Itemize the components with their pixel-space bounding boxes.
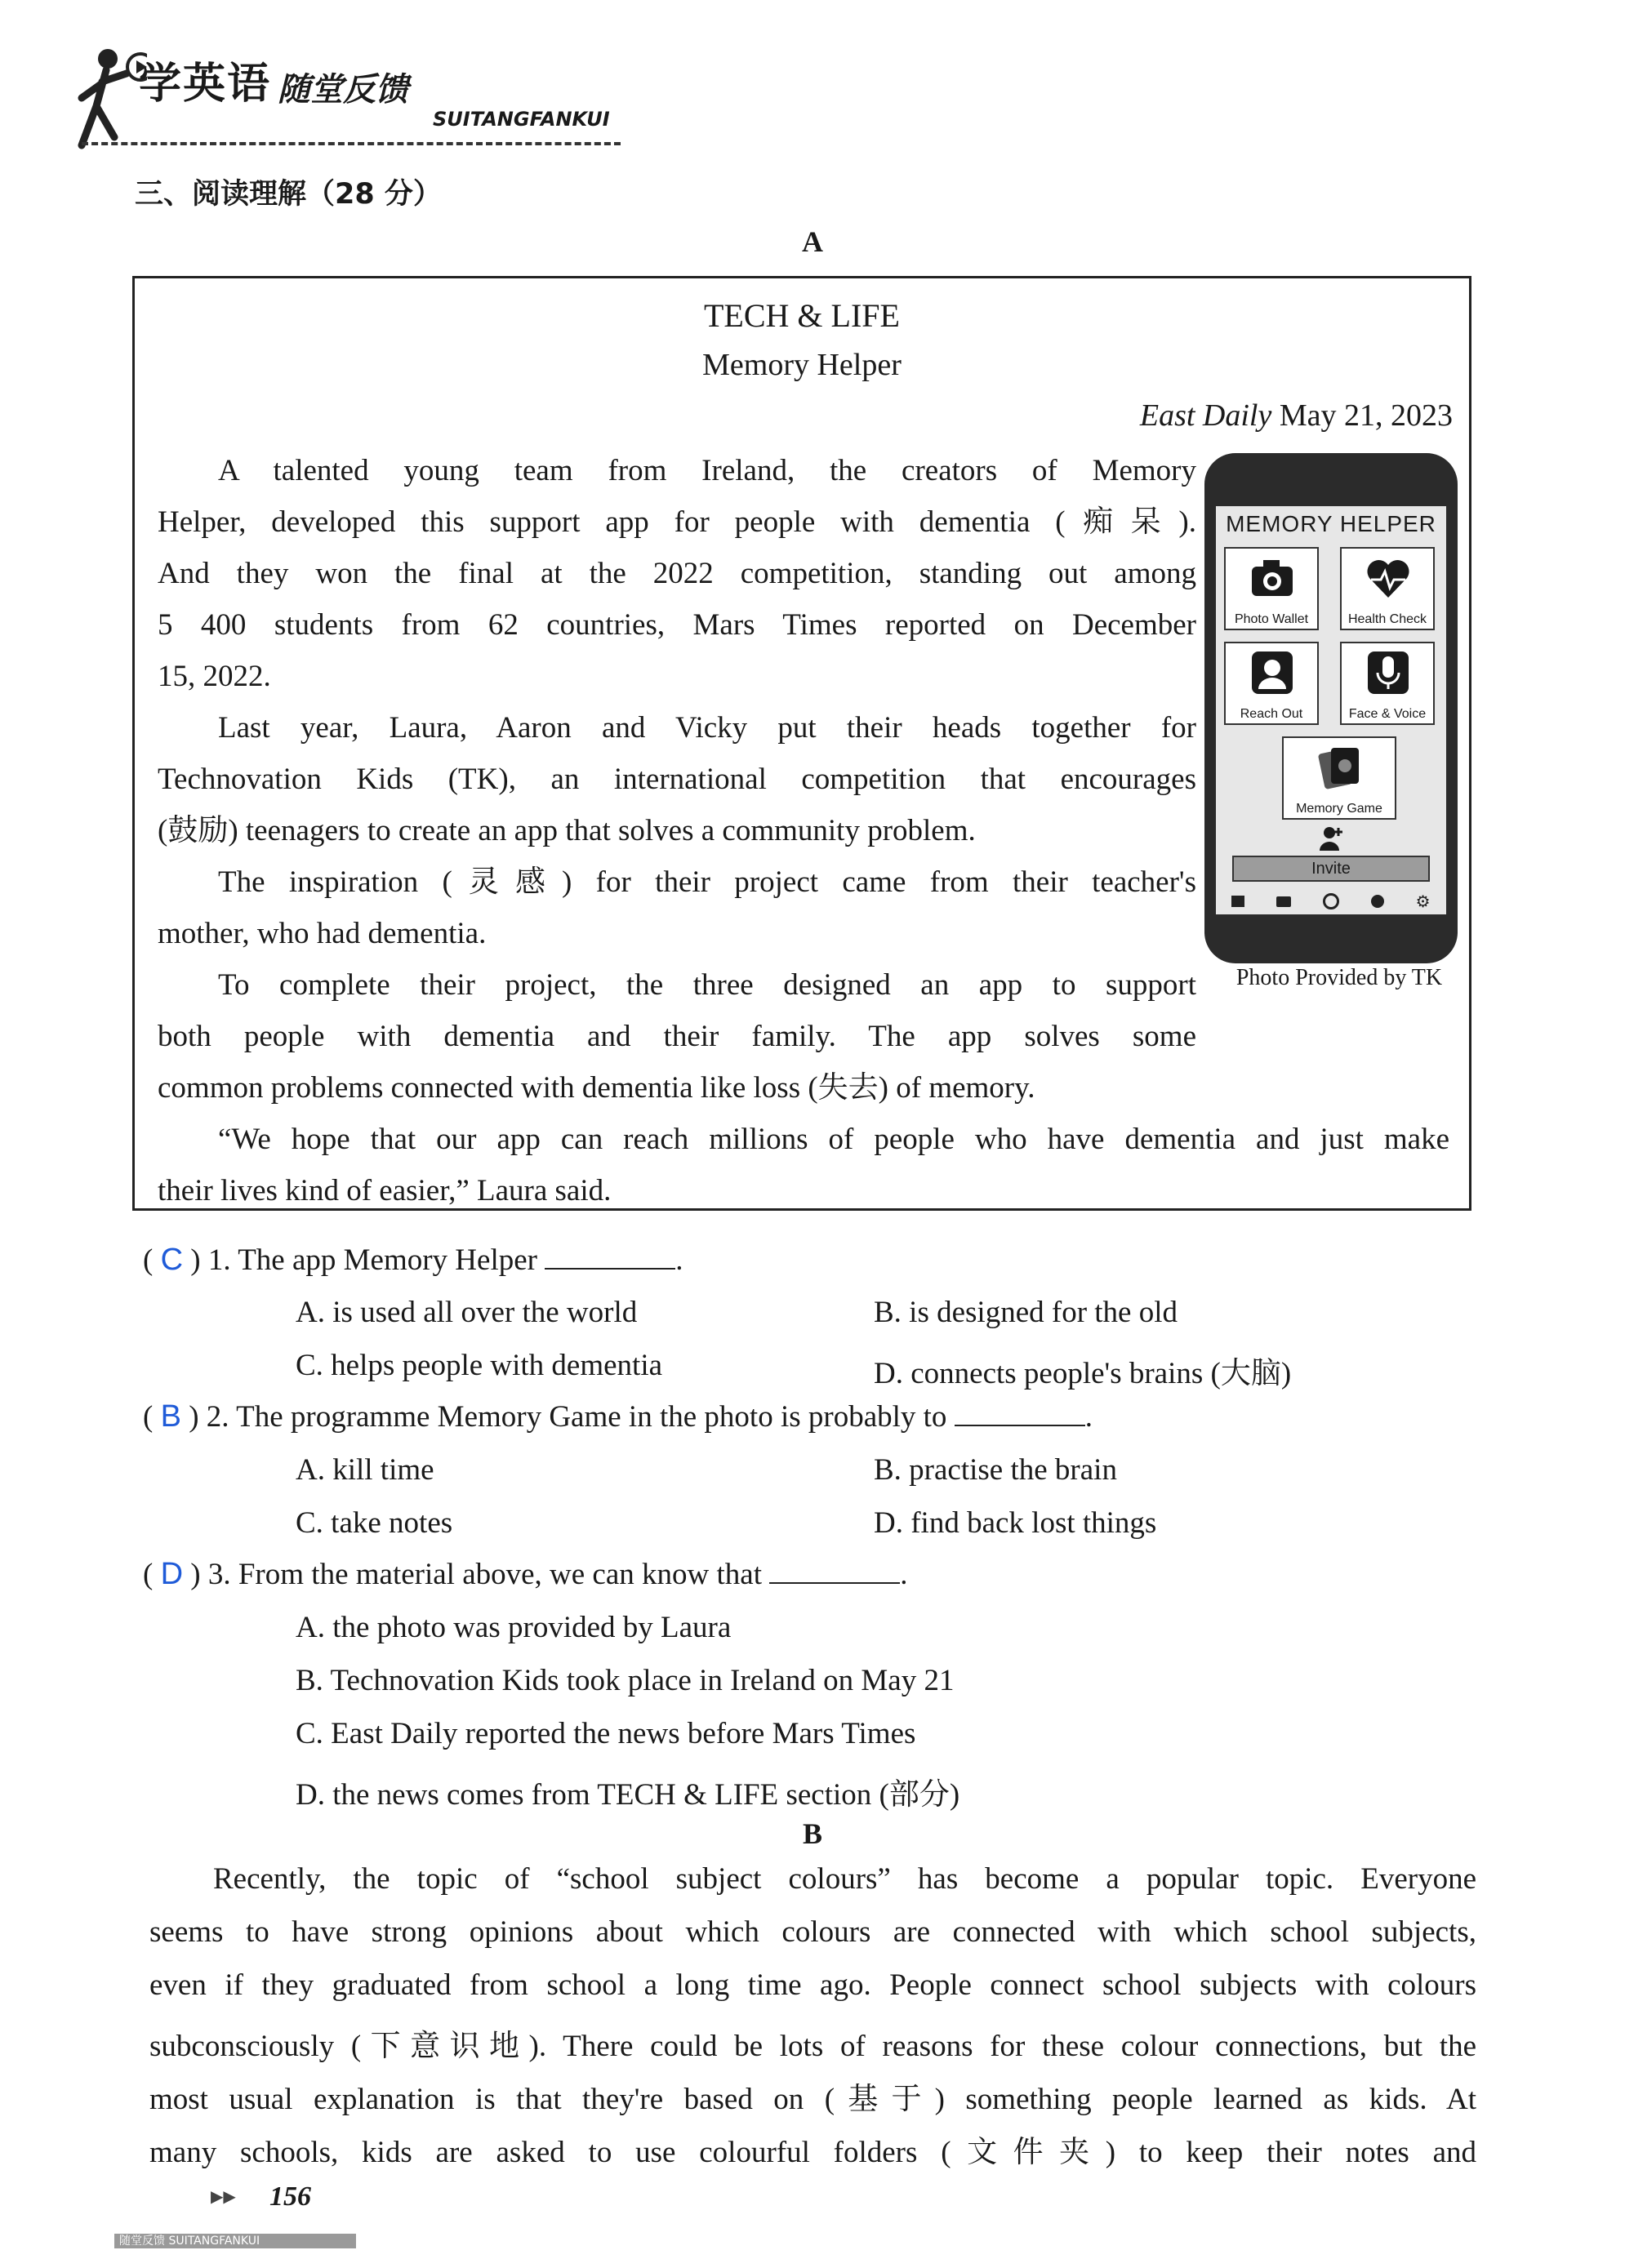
footer-bar: 随堂反馈 SUITANGFANKUI <box>114 2234 356 2248</box>
column-title: TECH & LIFE <box>704 297 900 334</box>
answer-mark: B <box>160 1399 181 1434</box>
header-dashed-line <box>82 142 621 145</box>
photo-wallet-tile <box>1224 547 1319 630</box>
text-line: 5 400 students from 62 countries, Mars Times reported on December <box>158 608 1196 642</box>
text-line: their lives kind of easier,” Laura said. <box>158 1174 612 1207</box>
text-line: “We hope that our app can reach millions of people who have dementia and just make <box>218 1123 1449 1156</box>
text-line: many schools, kids are asked to use colourful folders (文件夹) to keep their notes and <box>149 2136 1476 2169</box>
phone-screen <box>1216 506 1446 914</box>
text-line: common problems connected with dementia like loss (失去) of memory. <box>158 1071 1035 1105</box>
paragraph-5 <box>158 1114 1449 1216</box>
tile-label: Health Check <box>1347 612 1427 626</box>
source-name: East Daily <box>1139 398 1272 433</box>
passage-letter-b: B <box>802 1817 822 1850</box>
text-line: Recently, the topic of “school subject colours” has become a popular topic. Everyone <box>213 1862 1476 1896</box>
paragraph-2 <box>158 702 1196 856</box>
section-title: 三、阅读理解（28 分） <box>135 178 442 211</box>
face-voice-tile <box>1340 642 1435 725</box>
option: C. take notes <box>296 1506 453 1540</box>
passage-b <box>149 1861 1476 2180</box>
phone-nav-bar <box>1216 890 1446 913</box>
question-3: ( D ) 3. From the material above, we can know that . <box>143 1557 908 1591</box>
tile-label: Memory Game <box>1296 802 1382 816</box>
option: A. the photo was provided by Laura <box>296 1611 732 1644</box>
option: B. is designed for the old <box>874 1296 1178 1329</box>
text-line: The inspiration (灵感) for their project came from their teacher's <box>218 865 1196 899</box>
text-line: mother, who had dementia. <box>158 917 487 950</box>
contacts-icon <box>1249 650 1296 696</box>
photo-caption: Photo Provided by TK <box>1235 965 1443 990</box>
source-date: May 21, 2023 <box>1271 398 1453 433</box>
phone-illustration <box>1204 453 1458 963</box>
option: A. kill time <box>296 1453 434 1487</box>
memory-game-tile <box>1282 736 1396 820</box>
cards-icon <box>1316 743 1365 792</box>
paragraph-4 <box>158 959 1196 1114</box>
question-stem: 2. The programme Memory Game in the photo is probably to <box>206 1400 947 1434</box>
dateline <box>1140 398 1453 434</box>
brand-pinyin: SUITANGFANKUI <box>433 108 610 131</box>
app-title: MEMORY HELPER <box>1226 511 1436 536</box>
page-arrow-icon: ▶▶ <box>211 2188 236 2206</box>
text-line: (鼓励) teenagers to create an app that solves a community problem. <box>158 814 976 847</box>
book-header <box>57 41 645 163</box>
tile-label: Face & Voice <box>1348 707 1427 721</box>
option: D. connects people's brains (大脑) <box>874 1357 1292 1390</box>
text-line: A talented young team from Ireland, the creators of Memory <box>218 454 1196 487</box>
tile-label: Photo Wallet <box>1234 612 1309 626</box>
runner-logo-icon <box>57 41 147 155</box>
text-line: 15, 2022. <box>158 660 271 693</box>
gear-icon: ⚙ <box>1415 892 1431 911</box>
answer-blank <box>769 1558 900 1584</box>
option: C. East Daily reported the news before Mars Times <box>296 1717 916 1750</box>
text-line: both people with dementia and their family. The app solves some <box>158 1020 1196 1053</box>
text-line: Last year, Laura, Aaron and Vicky put their heads together for <box>218 711 1196 745</box>
option: C. helps people with dementia <box>296 1349 663 1382</box>
heart-pulse-icon <box>1365 555 1412 601</box>
text-line: And they won the final at the 2022 competition, standing out among <box>158 557 1196 590</box>
clock-icon <box>1323 893 1339 909</box>
compass-icon <box>1371 895 1384 908</box>
text-line: even if they graduated from school a long time ago. People connect school subjects with colours <box>149 1968 1476 2002</box>
page-number: 156 <box>269 2181 311 2212</box>
brand-title: 学英语 <box>139 60 272 109</box>
option: B. practise the brain <box>874 1453 1117 1487</box>
answer-mark: D <box>160 1557 184 1591</box>
text-line: subconsciously (下意识地). There could be lots of reasons for these colour connections, but the <box>149 2030 1476 2063</box>
option: D. find back lost things <box>874 1506 1157 1540</box>
tile-label: Reach Out <box>1240 707 1303 721</box>
question-stem: 3. From the material above, we can know that <box>207 1558 762 1591</box>
reach-out-tile <box>1224 642 1319 725</box>
answer-blank <box>545 1243 675 1270</box>
folder-icon <box>1276 896 1291 907</box>
question-2: ( B ) 2. The programme Memory Game in the photo is probably to . <box>143 1399 1093 1434</box>
camera-icon <box>1249 555 1296 601</box>
add-person-icon <box>1317 825 1345 852</box>
text-line: Technovation Kids (TK), an international competition that encourages <box>158 763 1196 796</box>
answer-mark: C <box>160 1243 184 1277</box>
passage-letter-a: A <box>802 225 823 258</box>
question-stem: 1. The app Memory Helper <box>207 1243 537 1277</box>
question-1: ( C ) 1. The app Memory Helper . <box>143 1243 683 1277</box>
notes-icon <box>1231 896 1244 907</box>
option: B. Technovation Kids took place in Ireland on May 21 <box>296 1664 955 1697</box>
text-line: To complete their project, the three designed an app to support <box>218 968 1196 1002</box>
text-line: seems to have strong opinions about which colours are connected with which school subjects, <box>149 1915 1476 1949</box>
text-line: Helper, developed this support app for people with dementia (痴呆). <box>158 505 1196 539</box>
invite-button: Invite <box>1232 856 1430 882</box>
brand-subtitle: 随堂反馈 <box>278 71 408 109</box>
option: D. the news comes from TECH & LIFE section (部分) <box>296 1778 960 1812</box>
headline: Memory Helper <box>702 348 902 382</box>
answer-blank <box>955 1400 1085 1426</box>
paragraph-3 <box>158 856 1196 959</box>
option: A. is used all over the world <box>296 1296 638 1329</box>
microphone-icon <box>1365 650 1412 696</box>
text-line: most usual explanation is that they're based on (基于) something people learned as kids. At <box>149 2083 1476 2116</box>
health-check-tile <box>1340 547 1435 630</box>
paragraph-1 <box>158 445 1196 702</box>
